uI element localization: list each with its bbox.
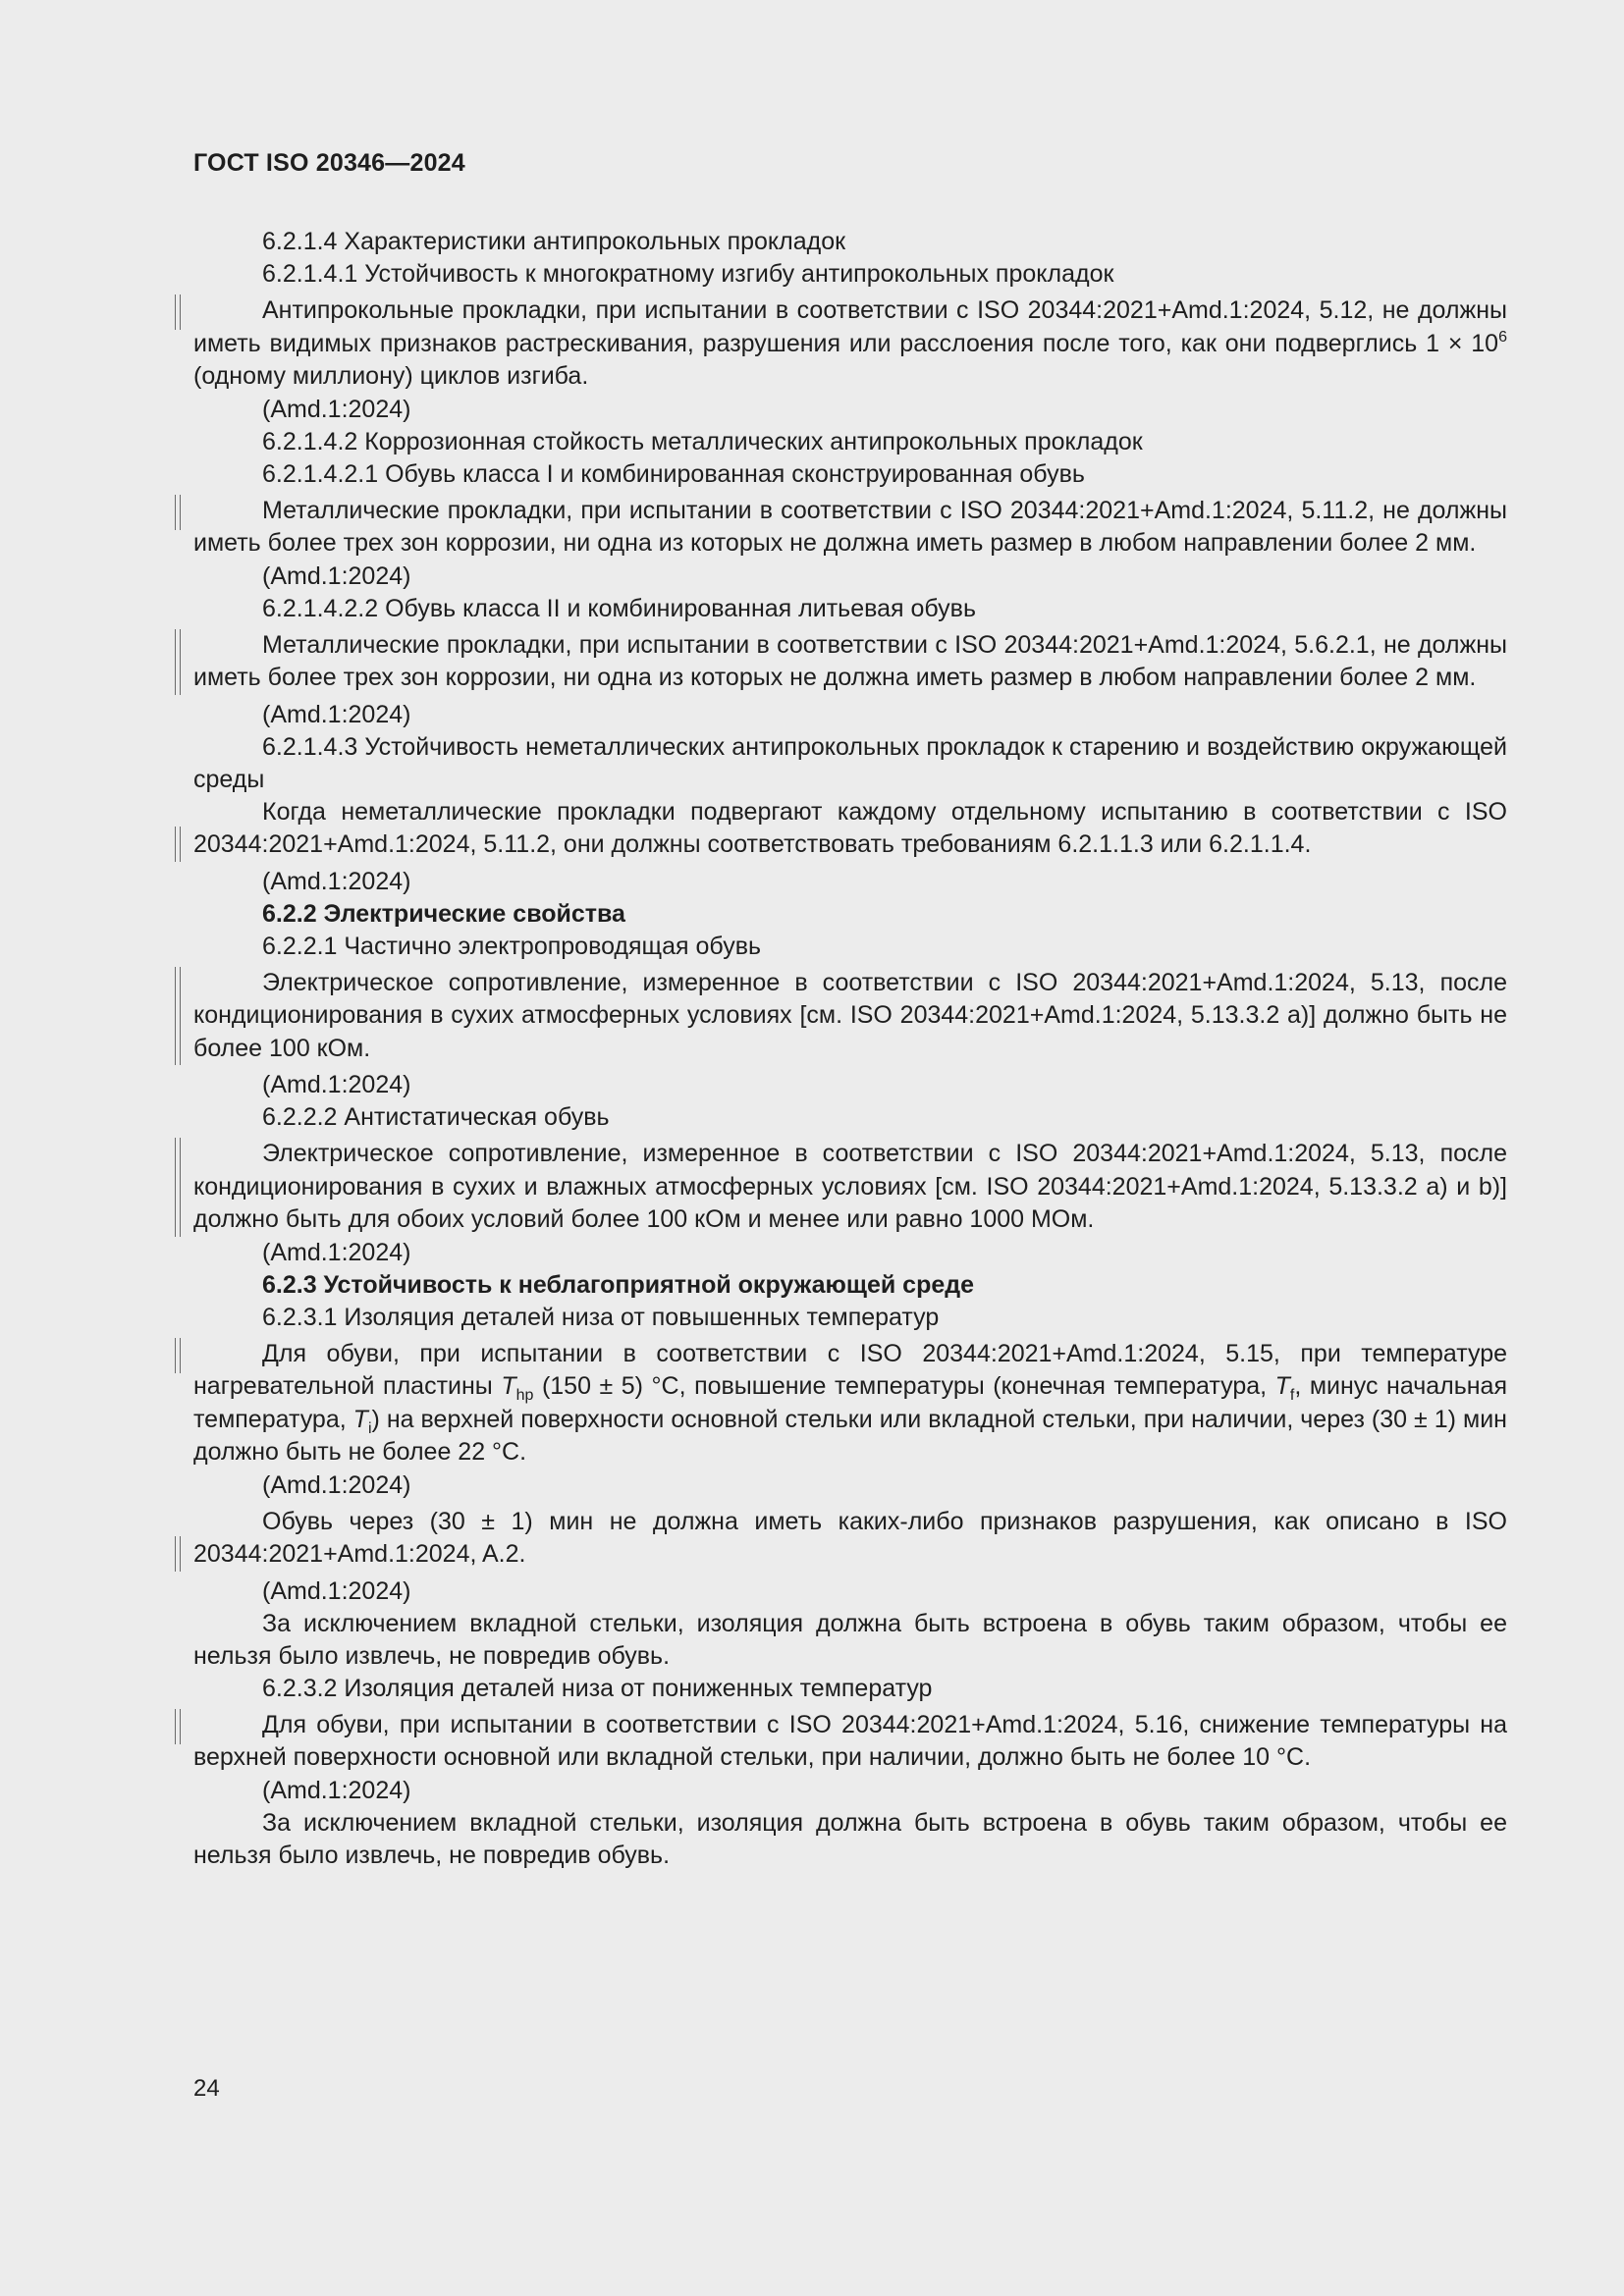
- document-header: ГОСТ ISO 20346—2024: [193, 149, 465, 177]
- heading-6-2-1-4-2: 6.2.1.4.2 Коррозионная стойкость металлических антипрокольных прокладок: [262, 427, 1143, 455]
- amendment-note: (Amd.1:2024): [262, 561, 411, 590]
- paragraph-text: ) на верхней поверхности основной стельки или вкладной стельки, при наличии, через (30 ± 1) мин должно быть не более 22 °C.: [193, 1405, 1507, 1466]
- paragraph-6-2-1-4-3: [193, 796, 1507, 862]
- paragraph-6-2-1-4-1: [193, 294, 1507, 394]
- change-bar: [175, 1138, 181, 1237]
- paragraph-6-2-3-2: [193, 1709, 1507, 1775]
- heading-6-2-2: 6.2.2 Электрические свойства: [262, 899, 625, 928]
- subscript: i: [367, 1419, 372, 1437]
- paragraph-text: Для обуви, при испытании в соответствии с ISO 20344:2021+Amd.1:2024, 5.16, снижение температуры на верхней поверхности основной или вкладной стельки, при наличии, должно быть не более 10 °C.: [193, 1710, 1507, 1771]
- paragraph-6-2-3-1-2: [193, 1506, 1507, 1572]
- heading-6-2-1-4: 6.2.1.4 Характеристики антипрокольных прокладок: [262, 228, 846, 255]
- paragraph-text: Обувь через (30 ± 1) мин не должна иметь каких-либо признаков разрушения, как описано в ISO 20344:2021+Amd.1:2024, A.2.: [193, 1507, 1507, 1568]
- change-bar: [175, 1709, 181, 1744]
- heading-6-2-1-4-1: 6.2.1.4.1 Устойчивость к многократному изгибу антипрокольных прокладок: [262, 260, 1114, 288]
- change-bar: [175, 1338, 181, 1373]
- symbol-t: T: [352, 1405, 368, 1433]
- amendment-note: (Amd.1:2024): [262, 1776, 411, 1804]
- superscript: 6: [1498, 328, 1507, 346]
- amendment-note: (Amd.1:2024): [262, 1576, 411, 1605]
- amendment-note: (Amd.1:2024): [262, 867, 411, 895]
- paragraph-text: Металлические прокладки, при испытании в соответствии с ISO 20344:2021+Amd.1:2024, 5.6.2.1, не должны иметь более трех зон коррозии, ни одна из которых не должна иметь размер в любом направлении более 2 мм.: [193, 630, 1507, 691]
- heading-6-2-3-2: 6.2.3.2 Изоляция деталей низа от пониженных температур: [262, 1674, 933, 1702]
- paragraph-text: Электрическое сопротивление, измеренное в соответствии с ISO 20344:2021+Amd.1:2024, 5.13, после кондиционирования в сухих и влажных атмосферных условиях [см. ISO 20344:2021+Amd.1:2024, 5.13.3.2 a) и b)] должно быть для обоих условий более 100 кОм и менее или равно 1000 МОм.: [193, 1140, 1507, 1233]
- change-bar: [175, 495, 181, 530]
- heading-6-2-3-1: 6.2.3.1 Изоляция деталей низа от повышенных температур: [262, 1303, 940, 1331]
- symbol-t: T: [1274, 1372, 1290, 1400]
- symbol-t: T: [501, 1372, 516, 1400]
- paragraph-text: Антипрокольные прокладки, при испытании в соответствии с ISO 20344:2021+Amd.1:2024, 5.12, не должны иметь видимых признаков растрескивания, разрушения или расслоения после того, как они подверглись 1 × 10: [193, 296, 1507, 357]
- page-number: 24: [193, 2075, 220, 2102]
- paragraph-6-2-1-4-2-1: [193, 495, 1507, 561]
- paragraph-6-2-3-2-2: За исключением вкладной стельки, изоляция должна быть встроена в обувь таким образом, чтобы ее нельзя было извлечь, не повредив обувь.: [193, 1808, 1507, 1869]
- paragraph-6-2-3-1-3: За исключением вкладной стельки, изоляция должна быть встроена в обувь таким образом, чтобы ее нельзя было извлечь, не повредив обувь.: [193, 1609, 1507, 1670]
- amendment-note: (Amd.1:2024): [262, 700, 411, 728]
- heading-6-2-2-2: 6.2.2.2 Антистатическая обувь: [262, 1103, 610, 1131]
- subscript: hp: [515, 1387, 534, 1404]
- paragraph-text: , минус начальная температура,: [193, 1372, 1507, 1433]
- heading-6-2-1-4-2-1: 6.2.1.4.2.1 Обувь класса I и комбинированная сконструированная обувь: [262, 459, 1085, 488]
- paragraph-text: (150 ± 5) °C, повышение температуры (конечная температура,: [533, 1372, 1275, 1400]
- paragraph-6-2-2-1: [193, 967, 1507, 1066]
- change-bar: [175, 827, 181, 862]
- paragraph-6-2-3-1: [193, 1338, 1507, 1469]
- change-bar: [175, 1536, 181, 1572]
- paragraph-text: (одному миллиону) циклов изгиба.: [193, 362, 589, 390]
- amendment-note: (Amd.1:2024): [262, 1071, 411, 1098]
- paragraph-text: Электрическое сопротивление, измеренное в соответствии с ISO 20344:2021+Amd.1:2024, 5.13, после кондиционирования в сухих атмосферных условиях [см. ISO 20344:2021+Amd.1:2024, 5.13.3.2 a)] должно быть не более 100 кОм.: [193, 968, 1507, 1062]
- amendment-note: (Amd.1:2024): [262, 395, 411, 423]
- amendment-note: (Amd.1:2024): [262, 1470, 411, 1499]
- change-bar: [175, 629, 181, 695]
- document-body: [193, 226, 1507, 1872]
- subscript: f: [1289, 1387, 1295, 1404]
- heading-6-2-2-1: 6.2.2.1 Частично электропроводящая обувь: [262, 932, 761, 960]
- paragraph-6-2-1-4-2-2: [193, 629, 1507, 695]
- change-bar: [175, 294, 181, 330]
- heading-6-2-1-4-2-2: 6.2.1.4.2.2 Обувь класса II и комбинированная литьевая обувь: [262, 594, 976, 622]
- heading-6-2-1-4-3: 6.2.1.4.3 Устойчивость неметаллических антипрокольных прокладок к старению и воздействию окружающей среды: [193, 732, 1507, 793]
- heading-6-2-3: 6.2.3 Устойчивость к неблагоприятной окружающей среде: [262, 1270, 975, 1299]
- amendment-note: (Amd.1:2024): [262, 1238, 411, 1266]
- change-bar: [175, 967, 181, 1066]
- paragraph-text: Когда неметаллические прокладки подвергают каждому отдельному испытанию в соответствии с ISO 20344:2021+Amd.1:2024, 5.11.2, они должны соответствовать требованиям 6.2.1.1.3 или 6.2.1.1.4.: [193, 797, 1507, 858]
- paragraph-text: Для обуви, при испытании в соответствии с ISO 20344:2021+Amd.1:2024, 5.15, при температуре нагревательной пластины: [193, 1339, 1507, 1400]
- paragraph-text: Металлические прокладки, при испытании в соответствии с ISO 20344:2021+Amd.1:2024, 5.11.2, не должны иметь более трех зон коррозии, ни одна из которых не должна иметь размер в любом направлении более 2 мм.: [193, 496, 1507, 557]
- paragraph-6-2-2-2: [193, 1138, 1507, 1237]
